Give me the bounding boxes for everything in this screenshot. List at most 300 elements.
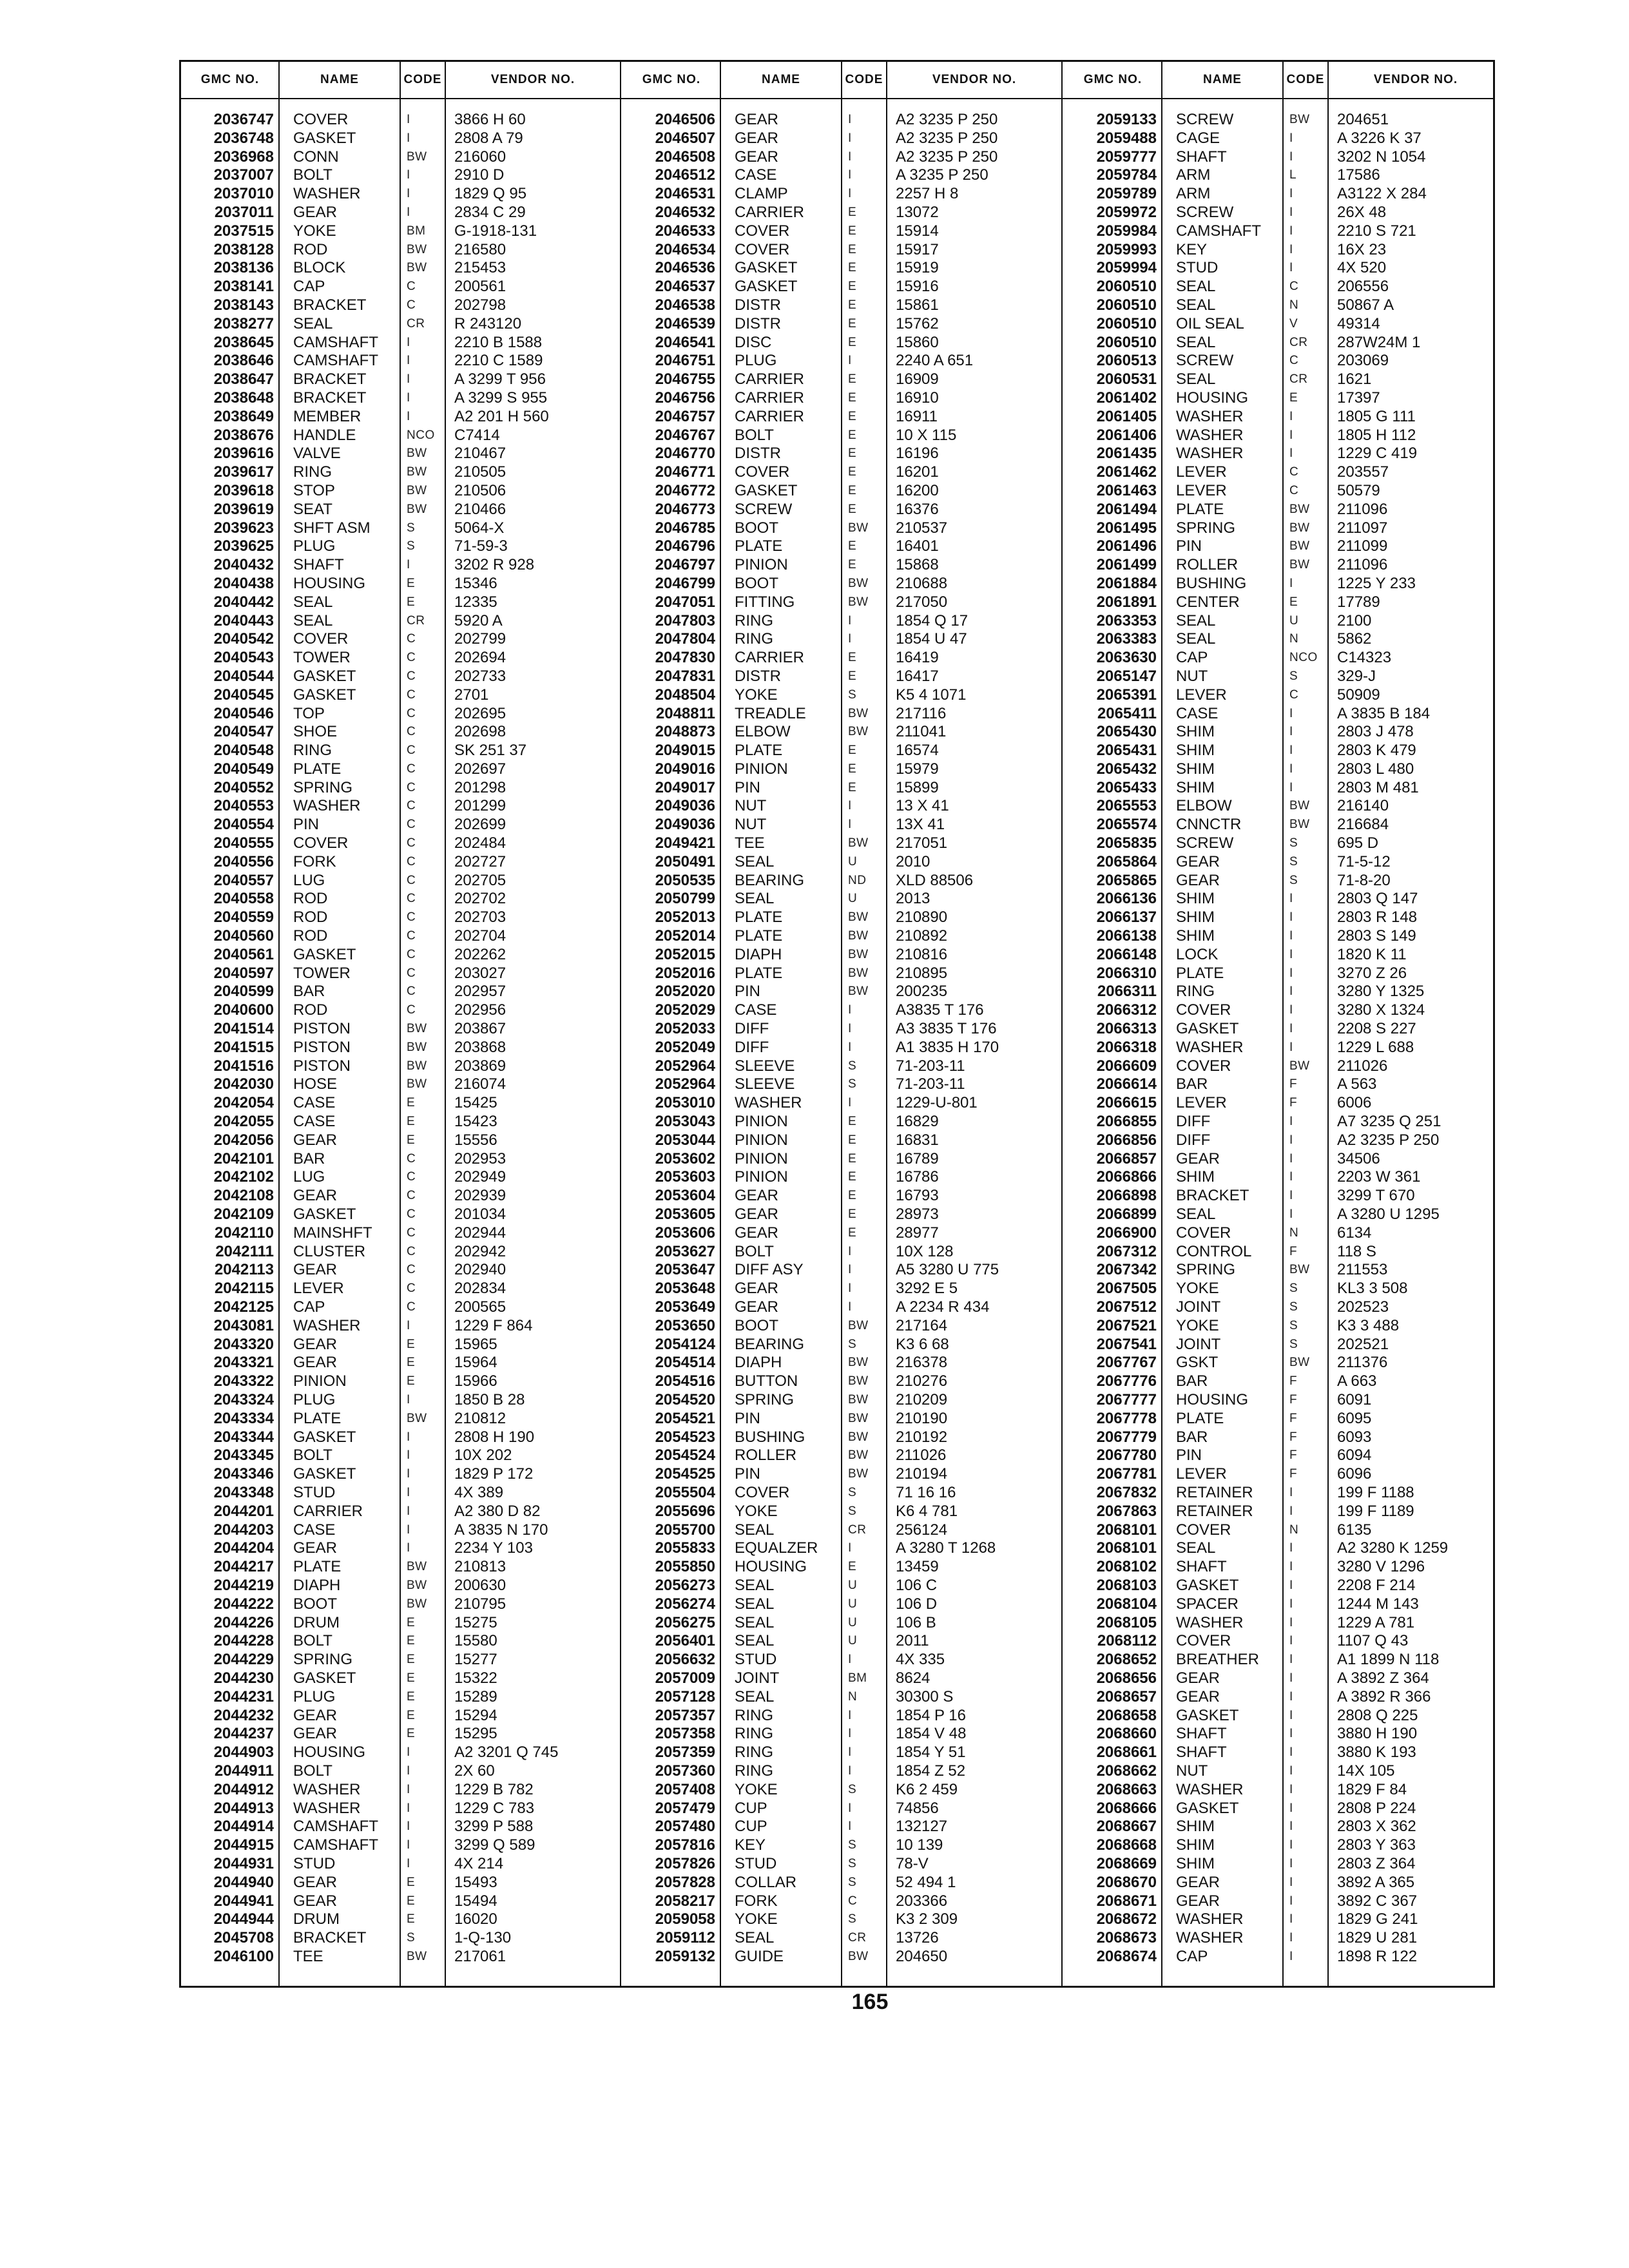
part-name: BAR: [1176, 1372, 1208, 1390]
vendor-code: BW: [407, 1597, 427, 1611]
part-name: FORK: [293, 852, 336, 870]
vendor-number: 1229 F 864: [454, 1316, 533, 1334]
vendor-code: I: [848, 1282, 852, 1296]
part-name: VALVE: [293, 445, 341, 463]
part-name: CARRIER: [293, 1502, 363, 1520]
vendor-number: 15294: [454, 1706, 497, 1724]
vendor-number: 6095: [1337, 1409, 1372, 1427]
gmc-number: 2043348: [213, 1483, 274, 1501]
part-name: GEAR: [293, 1892, 338, 1910]
part-name: GEAR: [293, 1706, 338, 1724]
gmc-number: 2040546: [213, 704, 274, 722]
part-name: SEAL: [1176, 1206, 1216, 1224]
part-name: GASKET: [293, 1206, 356, 1224]
part-name: GASKET: [293, 686, 356, 704]
vendor-code: I: [1289, 261, 1293, 275]
vendor-number: 203366: [896, 1892, 948, 1910]
vendor-number: 216140: [1337, 797, 1389, 815]
vendor-code: C: [407, 836, 416, 850]
vendor-number: 15425: [454, 1094, 497, 1112]
part-name: CAMSHAFT: [1176, 222, 1261, 240]
gmc-number: 2056632: [655, 1651, 715, 1669]
gmc-number: 2044219: [213, 1576, 274, 1594]
gmc-number: 2042030: [213, 1075, 274, 1093]
vendor-number: 211026: [896, 1446, 947, 1465]
gmc-number: 2047051: [655, 593, 715, 611]
part-name: GASKET: [293, 129, 356, 147]
vendor-number: A 3892 R 366: [1337, 1687, 1431, 1706]
gmc-number: 2049421: [655, 834, 715, 852]
part-name: ROLLER: [1176, 556, 1239, 574]
part-name: GEAR: [293, 203, 338, 221]
vendor-number: 15580: [454, 1632, 497, 1650]
gmc-number: 2044228: [213, 1632, 274, 1650]
gmc-number: 2066318: [1096, 1038, 1157, 1056]
vendor-number: 2208 S 227: [1337, 1020, 1416, 1038]
column-part-name: [279, 111, 400, 1966]
vendor-number: 3880 K 193: [1337, 1744, 1416, 1762]
part-name: WASHER: [293, 1799, 361, 1817]
header-gmc-no: GMC NO.: [642, 73, 701, 86]
gmc-number: 2038128: [213, 240, 274, 258]
gmc-number: 2050491: [655, 852, 715, 870]
part-name: GASKET: [1176, 1576, 1239, 1594]
part-name: SCREW: [1176, 834, 1234, 852]
header-name: NAME: [762, 73, 800, 86]
vendor-number: 15917: [896, 240, 939, 258]
vendor-number: 1229 A 781: [1337, 1613, 1415, 1631]
vendor-number: 15964: [454, 1354, 497, 1372]
part-name: YOKE: [735, 1780, 778, 1798]
gmc-number: 2038141: [213, 278, 274, 296]
vendor-code: BW: [1289, 539, 1310, 553]
part-name: SHIM: [1176, 890, 1215, 908]
part-name: PIN: [1176, 1446, 1202, 1465]
vendor-code: S: [848, 1875, 857, 1889]
vendor-code: BW: [407, 1022, 427, 1036]
part-name: CASE: [293, 1094, 336, 1112]
gmc-number: 2039617: [213, 463, 274, 481]
vendor-code: S: [848, 1856, 857, 1870]
part-name: ROD: [293, 927, 328, 945]
vendor-number: 210813: [454, 1558, 506, 1576]
vendor-number: 6135: [1337, 1521, 1372, 1539]
vendor-code: I: [1289, 1541, 1293, 1555]
gmc-number: 2049036: [655, 797, 715, 815]
gmc-number: 2067779: [1096, 1428, 1157, 1446]
part-name: YOKE: [735, 1910, 778, 1928]
vendor-code: I: [407, 168, 410, 182]
vendor-number: 6091: [1337, 1390, 1372, 1408]
vendor-number: 132127: [896, 1818, 948, 1836]
part-name: LUG: [293, 1168, 325, 1186]
part-name: HANDLE: [293, 426, 356, 444]
vendor-code: E: [848, 372, 857, 387]
vendor-number: 15494: [454, 1892, 497, 1910]
column-vendor-number: [1328, 111, 1503, 1966]
part-name: PLATE: [293, 1558, 342, 1576]
part-name: SPRING: [1176, 1261, 1236, 1279]
vendor-number: 210192: [896, 1428, 948, 1446]
gmc-number: 2043334: [213, 1409, 274, 1427]
vendor-code: I: [1289, 409, 1293, 423]
vendor-number: 15860: [896, 333, 939, 351]
vendor-number: 210506: [454, 481, 506, 499]
part-name: HOUSING: [1176, 389, 1249, 407]
vendor-number: A 3299 T 956: [454, 370, 546, 389]
part-name: GEAR: [1176, 852, 1220, 870]
vendor-code: CR: [407, 316, 425, 331]
part-name: GEAR: [293, 1261, 338, 1279]
gmc-number: 2046751: [655, 352, 715, 370]
vendor-code: BW: [407, 1077, 427, 1091]
column-vendor-code: [400, 111, 445, 1966]
vendor-code: I: [1289, 1653, 1293, 1667]
part-name: ROD: [293, 240, 328, 258]
vendor-code: BW: [407, 1040, 427, 1054]
vendor-number: 3280 V 1296: [1337, 1558, 1425, 1576]
gmc-number: 2046537: [655, 278, 715, 296]
vendor-number: 210795: [454, 1595, 506, 1613]
vendor-code: I: [407, 1745, 410, 1760]
gmc-number: 2060531: [1096, 370, 1157, 389]
part-name: WASHER: [1176, 1929, 1244, 1947]
part-name: SHIM: [1176, 723, 1215, 741]
gmc-number: 2053648: [655, 1280, 715, 1298]
vendor-code: E: [407, 1894, 416, 1908]
vendor-number: 6093: [1337, 1428, 1372, 1446]
vendor-code: BW: [407, 261, 427, 275]
part-name: PISTON: [293, 1057, 351, 1075]
vendor-number: 201299: [454, 797, 506, 815]
vendor-number: 71-8-20: [1337, 871, 1391, 889]
vendor-number: 16417: [896, 667, 939, 685]
gmc-number: 2046773: [655, 500, 715, 518]
gmc-number: 2068666: [1096, 1799, 1157, 1817]
vendor-code: F: [1289, 1244, 1298, 1258]
vendor-number: K6 2 459: [896, 1780, 958, 1798]
gmc-number: 2039625: [213, 537, 274, 555]
vendor-number: 10 139: [896, 1836, 943, 1854]
vendor-number: A7 3235 Q 251: [1337, 1113, 1441, 1131]
vendor-code: U: [848, 1615, 858, 1629]
vendor-number: 1820 K 11: [1337, 945, 1407, 963]
vendor-code: I: [1289, 1115, 1293, 1129]
vendor-code: I: [1289, 1040, 1293, 1054]
vendor-number: 202262: [454, 945, 506, 963]
vendor-code: I: [1289, 1912, 1293, 1927]
gmc-number: 2046797: [655, 556, 715, 574]
part-name: COVER: [1176, 1224, 1231, 1242]
part-name: ROD: [293, 1001, 328, 1019]
vendor-number: 202939: [454, 1187, 506, 1205]
vendor-code: E: [407, 1374, 416, 1389]
part-name: JOINT: [735, 1669, 780, 1687]
vendor-code: E: [407, 1671, 416, 1685]
gmc-number: 2036748: [213, 129, 274, 147]
vendor-code: I: [1289, 205, 1293, 219]
vendor-code: S: [1289, 1300, 1298, 1314]
vendor-number: 6006: [1337, 1094, 1372, 1112]
vendor-code: I: [407, 187, 410, 201]
vendor-code: C: [407, 632, 416, 646]
gmc-number: 2065574: [1096, 816, 1157, 834]
part-name: SEAL: [735, 852, 775, 870]
part-name: WASHER: [1176, 445, 1244, 463]
vendor-number: 17789: [1337, 593, 1380, 611]
part-name: STUD: [735, 1854, 777, 1872]
gmc-number: 2037010: [213, 185, 274, 203]
vendor-code: BW: [1289, 1263, 1310, 1277]
vendor-code: I: [1289, 1782, 1293, 1796]
vendor-number: A2 3235 P 250: [896, 111, 998, 128]
vendor-number: 16376: [896, 500, 939, 518]
column-vendor-number: [887, 111, 1062, 1966]
vendor-code: BW: [1289, 558, 1310, 572]
vendor-code: C: [407, 298, 416, 312]
vendor-code: I: [407, 1485, 410, 1499]
gmc-number: 2040553: [213, 797, 274, 815]
vendor-code: F: [1289, 1448, 1298, 1463]
part-name: YOKE: [735, 686, 778, 704]
gmc-number: 2055504: [655, 1483, 715, 1501]
vendor-code: CR: [848, 1931, 867, 1945]
vendor-number: 16909: [896, 370, 939, 389]
part-name: GEAR: [293, 1187, 338, 1205]
vendor-number: 217050: [896, 593, 948, 611]
gmc-number: 2057408: [655, 1780, 715, 1798]
vendor-code: BW: [848, 910, 869, 925]
vendor-code: I: [1289, 929, 1293, 943]
gmc-number: 2045708: [213, 1929, 274, 1947]
vendor-code: BW: [407, 242, 427, 256]
vendor-code: E: [848, 1115, 857, 1129]
part-name: SEAL: [735, 1521, 775, 1539]
gmc-number: 2063630: [1096, 649, 1157, 667]
vendor-code: BM: [407, 224, 426, 238]
part-name: RETAINER: [1176, 1483, 1253, 1501]
part-name: FITTING: [735, 593, 795, 611]
gmc-number: 2046506: [655, 111, 715, 128]
part-name: CUP: [735, 1799, 767, 1817]
part-name: CARRIER: [735, 389, 805, 407]
vendor-number: C7414: [454, 426, 500, 444]
part-name: PLUG: [735, 352, 777, 370]
gmc-number: 2046507: [655, 129, 715, 147]
vendor-number: 3292 E 5: [896, 1280, 958, 1298]
part-name: HOUSING: [735, 1558, 807, 1576]
vendor-number: 118 S: [1337, 1242, 1376, 1260]
vendor-code: S: [1289, 854, 1298, 869]
vendor-number: A3 3835 T 176: [896, 1020, 997, 1038]
gmc-number: 2047803: [655, 611, 715, 629]
vendor-number: K3 2 309: [896, 1910, 958, 1928]
vendor-number: A 3280 U 1295: [1337, 1206, 1440, 1224]
vendor-code: E: [848, 744, 857, 758]
part-name: PLATE: [735, 964, 783, 982]
vendor-number: 202956: [454, 1001, 506, 1019]
part-name: GEAR: [293, 1335, 338, 1353]
gmc-number: 2060510: [1096, 333, 1157, 351]
gmc-number: 2066866: [1096, 1168, 1157, 1186]
vendor-code: CR: [1289, 335, 1308, 349]
vendor-code: C: [407, 910, 416, 925]
gmc-number: 2047831: [655, 667, 715, 685]
vendor-number: 202702: [454, 890, 506, 908]
gmc-number: 2056401: [655, 1632, 715, 1650]
vendor-code: I: [1289, 1170, 1293, 1184]
gmc-number: 2068671: [1096, 1892, 1157, 1910]
part-name: GASKET: [293, 1465, 356, 1483]
vendor-code: I: [1289, 1708, 1293, 1722]
gmc-number: 2042056: [213, 1131, 274, 1149]
vendor-code: BW: [1289, 818, 1310, 832]
header-code: CODE: [1286, 73, 1325, 86]
gmc-number: 2068656: [1096, 1669, 1157, 1687]
gmc-number: 2046534: [655, 240, 715, 258]
vendor-number: 200235: [896, 983, 948, 1001]
gmc-number: 2046767: [655, 426, 715, 444]
part-name: TOP: [293, 704, 325, 722]
vendor-number: SK 251 37: [454, 742, 527, 760]
part-name: STUD: [293, 1854, 336, 1872]
part-name: ARM: [1176, 185, 1211, 203]
vendor-number: 216580: [454, 240, 506, 258]
gmc-number: 2039618: [213, 481, 274, 499]
vendor-number: 210276: [896, 1372, 948, 1390]
part-name: SHAFT: [1176, 1558, 1227, 1576]
vendor-number: 6134: [1337, 1224, 1372, 1242]
vendor-code: U: [848, 1597, 858, 1611]
part-name: BAR: [293, 1149, 325, 1168]
gmc-number: 2044912: [213, 1780, 274, 1798]
part-name: BUTTON: [735, 1372, 798, 1390]
vendor-number: 2100: [1337, 611, 1372, 629]
gmc-number: 2067505: [1096, 1280, 1157, 1298]
gmc-number: 2059994: [1096, 259, 1157, 277]
vendor-code: V: [1289, 316, 1298, 331]
vendor-code: S: [848, 1485, 857, 1499]
gmc-number: 2066148: [1096, 945, 1157, 963]
gmc-number: 2068662: [1096, 1762, 1157, 1780]
vendor-number: 50579: [1337, 481, 1380, 499]
vendor-number: 201034: [454, 1206, 506, 1224]
vendor-number: 15916: [896, 278, 939, 296]
gmc-number: 2053605: [655, 1206, 715, 1224]
gmc-number: 2066857: [1096, 1149, 1157, 1168]
vendor-code: S: [848, 687, 857, 702]
vendor-number: 202940: [454, 1261, 506, 1279]
gmc-number: 2053602: [655, 1149, 715, 1168]
vendor-code: I: [407, 372, 410, 387]
gmc-number: 2061405: [1096, 407, 1157, 425]
part-name: GEAR: [735, 1280, 779, 1298]
gmc-number: 2038143: [213, 296, 274, 314]
part-name: PISTON: [293, 1038, 351, 1056]
gmc-number: 2044931: [213, 1854, 274, 1872]
vendor-code: E: [848, 428, 857, 442]
part-name: COVER: [735, 463, 790, 481]
gmc-number: 2037515: [213, 222, 274, 240]
part-name: GEAR: [1176, 1873, 1220, 1891]
part-name: DISTR: [735, 314, 781, 332]
part-name: LEVER: [1176, 686, 1227, 704]
vendor-number: 3280 X 1324: [1337, 1001, 1425, 1019]
gmc-number: 2056273: [655, 1576, 715, 1594]
part-name: ROLLER: [735, 1446, 797, 1465]
part-name: HOUSING: [1176, 1390, 1249, 1408]
vendor-code: E: [407, 1356, 416, 1370]
vendor-code: BW: [1289, 1356, 1310, 1370]
vendor-code: I: [407, 1430, 410, 1444]
gmc-number: 2040543: [213, 649, 274, 667]
vendor-code: E: [848, 780, 857, 794]
part-name: SHAFT: [293, 556, 344, 574]
vendor-number: 202705: [454, 871, 506, 889]
part-name: CASE: [1176, 704, 1219, 722]
gmc-number: 2066614: [1096, 1075, 1157, 1093]
vendor-number: 2257 H 8: [896, 185, 959, 203]
part-name: GASKET: [293, 1669, 356, 1687]
vendor-number: 210890: [896, 908, 948, 927]
gmc-number: 2066136: [1096, 890, 1157, 908]
vendor-code: BW: [848, 966, 869, 980]
vendor-number: 1854 Y 51: [896, 1744, 966, 1762]
vendor-code: C: [407, 706, 416, 720]
part-name: PLATE: [1176, 1409, 1224, 1427]
vendor-number: 15423: [454, 1113, 497, 1131]
vendor-number: 26X 48: [1337, 203, 1387, 221]
vendor-number: 210812: [454, 1409, 506, 1427]
vendor-number: 3299 Q 589: [454, 1836, 535, 1854]
part-name: SPRING: [293, 778, 353, 796]
part-name: ELBOW: [735, 723, 791, 741]
gmc-number: 2065391: [1096, 686, 1157, 704]
part-name: BUSHING: [1176, 574, 1247, 592]
gmc-number: 2046772: [655, 481, 715, 499]
vendor-number: 1829 F 84: [1337, 1780, 1407, 1798]
vendor-code: I: [407, 1318, 410, 1332]
part-name: BOOT: [735, 574, 779, 592]
header-code: CODE: [403, 73, 442, 86]
vendor-number: C14323: [1337, 649, 1392, 667]
part-name: PINION: [735, 760, 788, 778]
part-name: HOUSING: [293, 574, 366, 592]
vendor-code: I: [848, 1096, 852, 1110]
vendor-code: S: [848, 1504, 857, 1518]
gmc-number: 2044911: [214, 1762, 274, 1780]
vendor-code: C: [407, 1151, 416, 1166]
header-name: NAME: [1203, 73, 1242, 86]
gmc-number: 2044914: [213, 1818, 274, 1836]
vendor-number: 49314: [1337, 314, 1380, 332]
part-name: COVER: [293, 630, 349, 648]
part-name: CAMSHAFT: [293, 352, 378, 370]
vendor-number: 12335: [454, 593, 497, 611]
column-vendor-code: [842, 111, 887, 1966]
column-gmc-number: [1064, 111, 1162, 1966]
vendor-number: 28977: [896, 1224, 939, 1242]
vendor-code: I: [1289, 910, 1293, 925]
gmc-number: 2040552: [213, 778, 274, 796]
vendor-code: E: [848, 669, 857, 683]
gmc-number: 2044940: [213, 1873, 274, 1891]
part-name: BOLT: [293, 1632, 333, 1650]
part-name: SEAL: [1176, 333, 1216, 351]
part-name: GEAR: [293, 1725, 338, 1743]
gmc-number: 2040547: [213, 723, 274, 741]
vendor-number: 1850 B 28: [454, 1390, 525, 1408]
